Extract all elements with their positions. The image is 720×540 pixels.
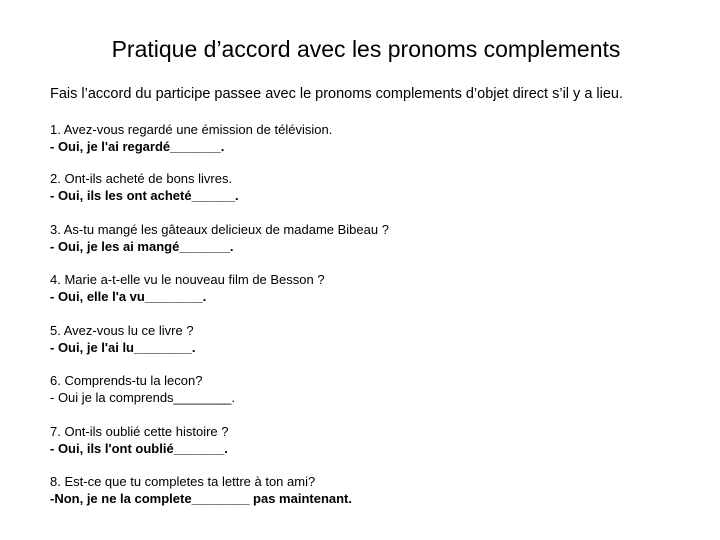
exercise-item-8 — [50, 473, 352, 507]
exercise-item-7 — [50, 423, 228, 457]
instructions-text: Fais l’accord du participe passee avec le pronoms complements d’objet direct s’il y a lieu. — [50, 86, 624, 102]
page-title: Pratique d’accord avec les pronoms complements — [111, 36, 621, 62]
answer-7: - Oui, ils l'ont oublié_______. — [50, 441, 228, 456]
exercise-item-4 — [50, 271, 325, 305]
question-8: 8. Est-ce que tu completes ta lettre à ton ami? — [50, 474, 316, 489]
exercise-item-5 — [50, 322, 195, 356]
question-1: 1. Avez-vous regardé une émission de télévision. — [50, 122, 333, 137]
answer-4: - Oui, elle l'a vu________. — [50, 289, 207, 304]
question-3: 3. As-tu mangé les gâteaux delicieux de madame Bibeau ? — [50, 222, 389, 237]
exercise-item-6 — [50, 372, 235, 406]
exercise-item-2 — [50, 170, 239, 204]
question-5: 5. Avez-vous lu ce livre ? — [50, 323, 194, 338]
answer-3: - Oui, je les ai mangé_______. — [50, 239, 234, 254]
question-7: 7. Ont-ils oublié cette histoire ? — [50, 424, 229, 439]
exercise-item-3 — [50, 221, 389, 255]
question-2: 2. Ont-ils acheté de bons livres. — [50, 171, 233, 186]
answer-2: - Oui, ils les ont acheté______. — [50, 188, 239, 203]
exercise-item-1 — [50, 121, 332, 155]
answer-6: - Oui je la comprends________. — [50, 390, 236, 405]
question-6: 6. Comprends-tu la lecon? — [50, 373, 203, 388]
answer-8: -Non, je ne la complete________ pas maintenant. — [50, 491, 353, 506]
answer-1: - Oui, je l'ai regardé_______. — [50, 139, 225, 154]
question-4: 4. Marie a-t-elle vu le nouveau film de Besson ? — [50, 272, 325, 287]
answer-5: - Oui, je l'ai lu________. — [50, 340, 196, 355]
